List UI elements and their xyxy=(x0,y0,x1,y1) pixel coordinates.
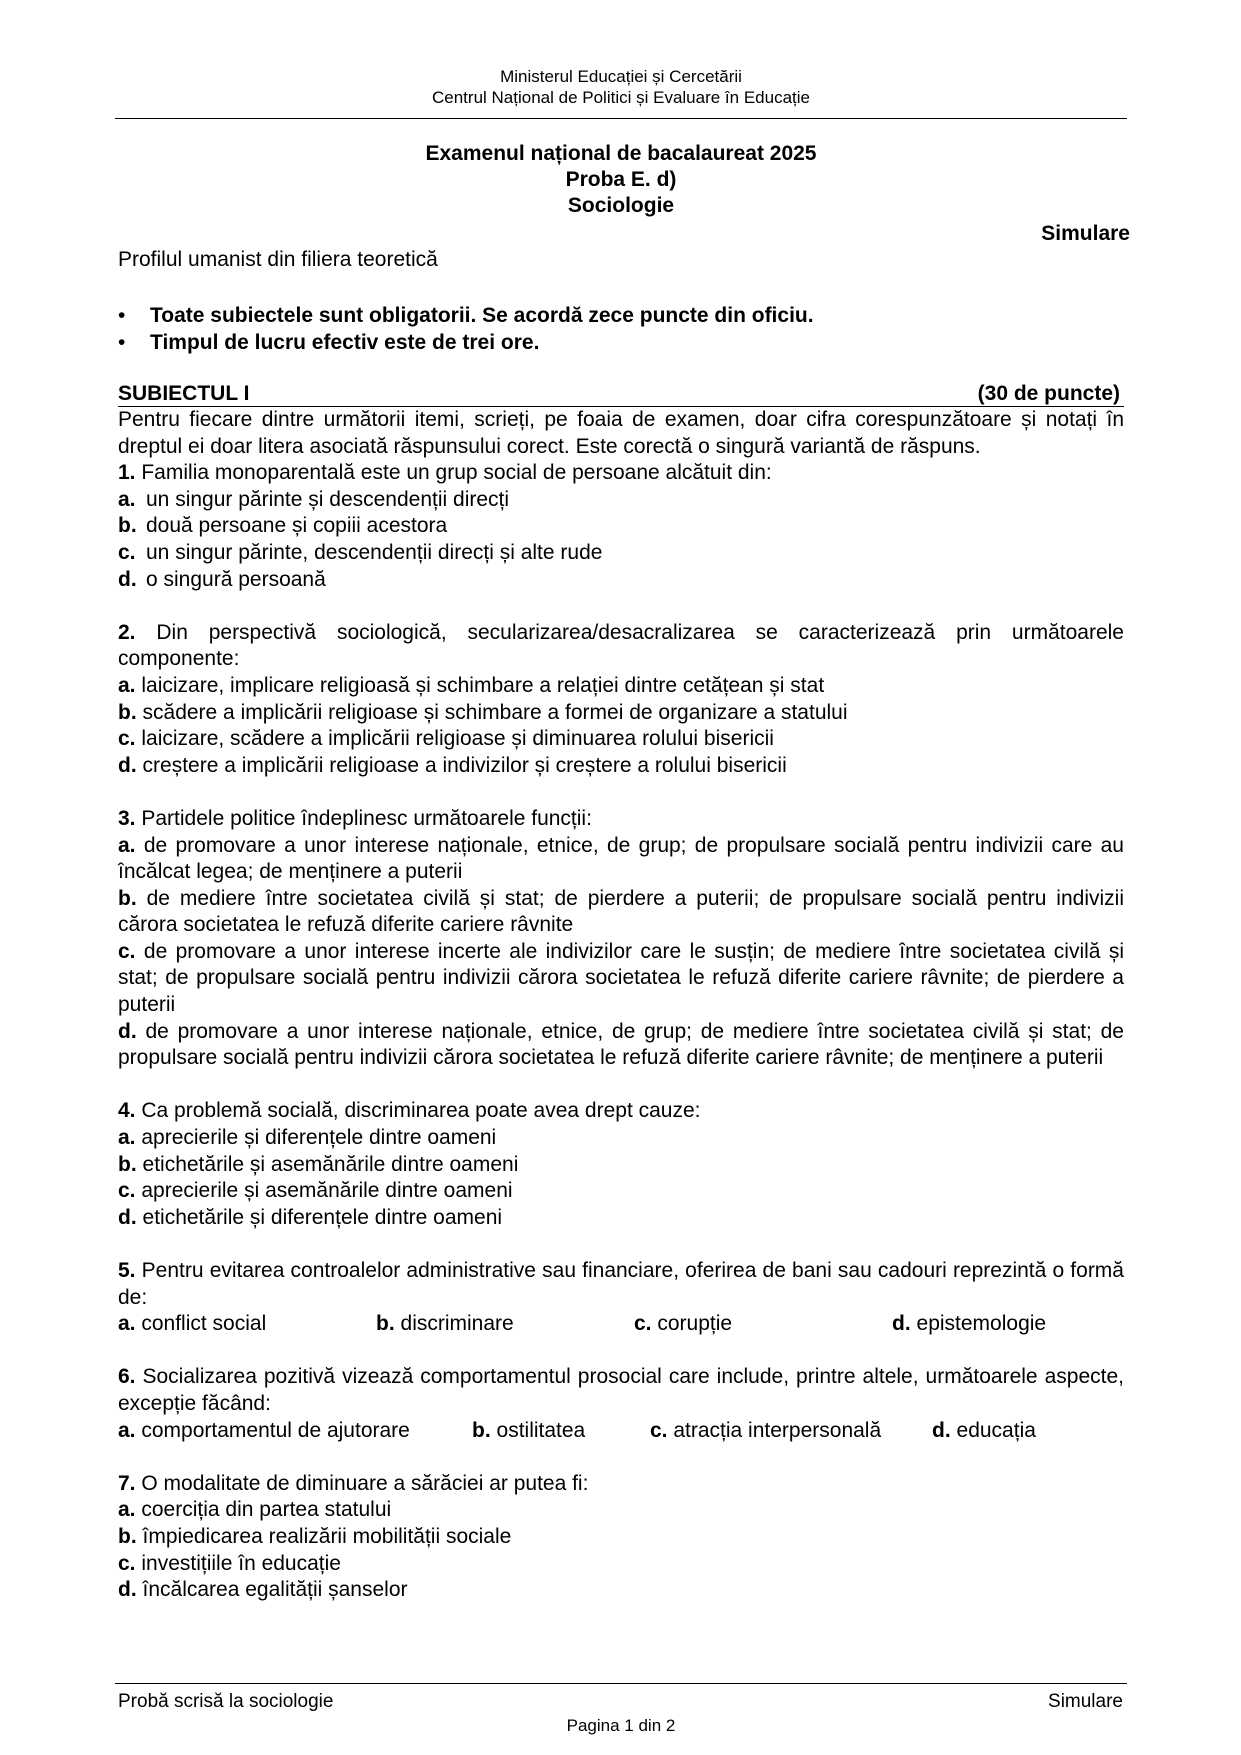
option: d. epistemologie xyxy=(892,1312,1047,1336)
option: c. de promovare a unor interese incerte ale indivizilor care le susțin; de mediere între societatea civilă și stat; de propulsare socială pentru indivizii cărora societatea le refuză diferite cariere râvnite; de pierdere a puterii xyxy=(118,939,1124,1017)
page-number: Pagina 1 din 2 xyxy=(566,1716,676,1735)
option: a. aprecierile și diferențele dintre oameni xyxy=(118,1126,497,1150)
simulation-label: Simulare xyxy=(1041,222,1130,245)
question-6: 6. Socializarea pozitivă vizează comportamentul prosocial care include, printre altele, următoarele aspecte, excepție făcând: a. comportamentul de ajutorare b. ostilitatea c. atracția interpersonală d. educația xyxy=(118,1364,1124,1444)
option: d. creștere a implicării religioase a indivizilor și creștere a rolului bisericii xyxy=(118,753,787,777)
option: a. comportamentul de ajutorare xyxy=(118,1418,410,1442)
section-intro: Pentru fiecare dintre următorii itemi, scrieți, pe foaia de examen, doar cifra corespunzătoare și notați în dreptul ei doar litera asociată răspunsului corect. Este corectă o singură variantă de răspuns. xyxy=(118,408,1124,458)
exam-subject: Sociologie xyxy=(567,194,675,217)
option: d. de promovare a unor interese naționale, etnice, de grup; de mediere între societatea civilă și stat; de propulsare socială pentru indivizii cărora societatea le refuză diferite cariere râvnite; de menținere a puterii xyxy=(118,1019,1124,1070)
section-content xyxy=(118,382,1124,1604)
option: d. etichetările și diferențele dintre oameni xyxy=(118,1205,503,1229)
bullet-icon: • xyxy=(118,331,126,354)
option: a. un singur părinte și descendenții direcți xyxy=(118,487,510,511)
question-1: 1. Familia monoparentală este un grup social de persoane alcătuit din: a. un singur părinte și descendenții direcți b. două persoane și copiii acestora c. un singur părinte, descendenții direcți și alte rude d. o singură persoană xyxy=(118,460,1124,593)
option: a. coerciția din partea statului xyxy=(118,1498,392,1522)
option: c. atracția interpersonală xyxy=(650,1418,882,1442)
section-points: (30 de puncte) xyxy=(977,382,1120,405)
option: d. educația xyxy=(932,1418,1036,1442)
option: c. un singur părinte, descendenții direcți și alte rude xyxy=(118,540,603,564)
exam-proba: Proba E. d) xyxy=(565,168,677,191)
exam-title: Examenul național de bacalaureat 2025 xyxy=(425,142,817,165)
section-heading xyxy=(118,382,1124,407)
profile-label: Profilul umanist din filiera teoretică xyxy=(118,248,438,271)
question-3: 3. Partidele politice îndeplinesc următoarele funcții: a. de promovare a unor interese naționale, etnice, de grup; de propulsare socială pentru indivizii care au încălcat legea; de menținere a puterii b. de mediere între societatea civilă și stat; de pierdere a puterii; de propulsare socială pentru indivizii cărora societatea le refuză diferite cariere râvnite c. de promovare a unor interese incerte ale indivizilor care le susțin; de mediere între societatea civilă și stat; de propulsare socială pentru indivizii cărora societatea le refuză diferite cariere râvnite; de pierdere a puterii d. de promovare a unor interese naționale, etnice, de grup; de mediere între societatea civilă și stat; de propulsare socială pentru indivizii cărora societatea le refuză diferite cariere râvnite; de menținere a puterii xyxy=(118,806,1124,1072)
option: c. aprecierile și asemănările dintre oameni xyxy=(118,1179,513,1203)
bullet-icon: • xyxy=(118,304,126,327)
question-4: 4. Ca problemă socială, discriminarea poate avea drept cauze: a. aprecierile și diferențele dintre oameni b. etichetările și asemănările dintre oameni c. aprecierile și asemănările dintre oameni d. etichetările și diferențele dintre oameni xyxy=(118,1098,1124,1231)
instruction-item: • Timpul de lucru efectiv este de trei ore. xyxy=(118,331,540,354)
option: a. conflict social xyxy=(118,1312,267,1336)
option: c. corupție xyxy=(634,1312,733,1336)
option: d. o singură persoană xyxy=(118,567,326,591)
footer-simulation-label: Simulare xyxy=(1048,1691,1123,1712)
option: a. de promovare a unor interese naționale, etnice, de grup; de propulsare socială pentru indivizii care au încălcat legea; de menținere a puterii xyxy=(118,833,1124,884)
option: b. scădere a implicării religioase și schimbare a formei de organizare a statului xyxy=(118,700,848,724)
header-divider xyxy=(115,118,1127,119)
question-2: 2. Din perspectivă sociologică, secularizarea/desacralizarea se caracterizează prin următoarele componente: a. laicizare, implicare religioasă și schimbare a relației dintre cetățean și stat b. scădere a implicării religioase și schimbare a formei de organizare a statului c. laicizare, scădere a implicării religioase și diminuarea rolului bisericii d. creștere a implicării religioase a indivizilor și creștere a rolului bisericii xyxy=(118,620,1124,780)
option: b. discriminare xyxy=(376,1312,514,1336)
option: b. împiedicarea realizării mobilității sociale xyxy=(118,1524,512,1548)
exam-title-block xyxy=(115,141,1127,219)
inline-options xyxy=(118,1418,1124,1445)
option: b. două persoane și copiii acestora xyxy=(118,514,448,538)
option: d. încălcarea egalității șanselor xyxy=(118,1578,408,1602)
center-name: Centrul Național de Politici și Evaluare în Educație xyxy=(432,88,810,107)
instruction-item: • Toate subiectele sunt obligatorii. Se acordă zece puncte din oficiu. xyxy=(118,304,814,327)
option: c. investițiile în educație xyxy=(118,1551,341,1575)
question-7: 7. O modalitate de diminuare a sărăciei ar putea fi: a. coerciția din partea statului b. împiedicarea realizării mobilității sociale c. investițiile în educație d. încălcarea egalității șanselor xyxy=(118,1471,1124,1604)
question-5: 5. Pentru evitarea controalelor administrative sau financiare, oferirea de bani sau cadouri reprezintă o formă de: a. conflict social b. discriminare c. corupție d. epistemologie xyxy=(118,1258,1124,1338)
footer-divider xyxy=(115,1683,1127,1684)
option: b. etichetările și asemănările dintre oameni xyxy=(118,1152,519,1176)
ministry-name: Ministerul Educației și Cercetării xyxy=(500,67,742,86)
instructions-list xyxy=(118,302,814,356)
inline-options xyxy=(118,1311,1124,1338)
option: b. de mediere între societatea civilă și stat; de pierdere a puterii; de propulsare socială pentru indivizii cărora societatea le refuză diferite cariere râvnite xyxy=(118,886,1124,937)
option: c. laicizare, scădere a implicării religioase și diminuarea rolului bisericii xyxy=(118,727,774,751)
footer-exam-name: Probă scrisă la sociologie xyxy=(118,1691,334,1712)
section-title: SUBIECTUL I xyxy=(118,382,250,405)
option: a. laicizare, implicare religioasă și schimbare a relației dintre cetățean și stat xyxy=(118,673,825,697)
option: b. ostilitatea xyxy=(472,1418,586,1442)
